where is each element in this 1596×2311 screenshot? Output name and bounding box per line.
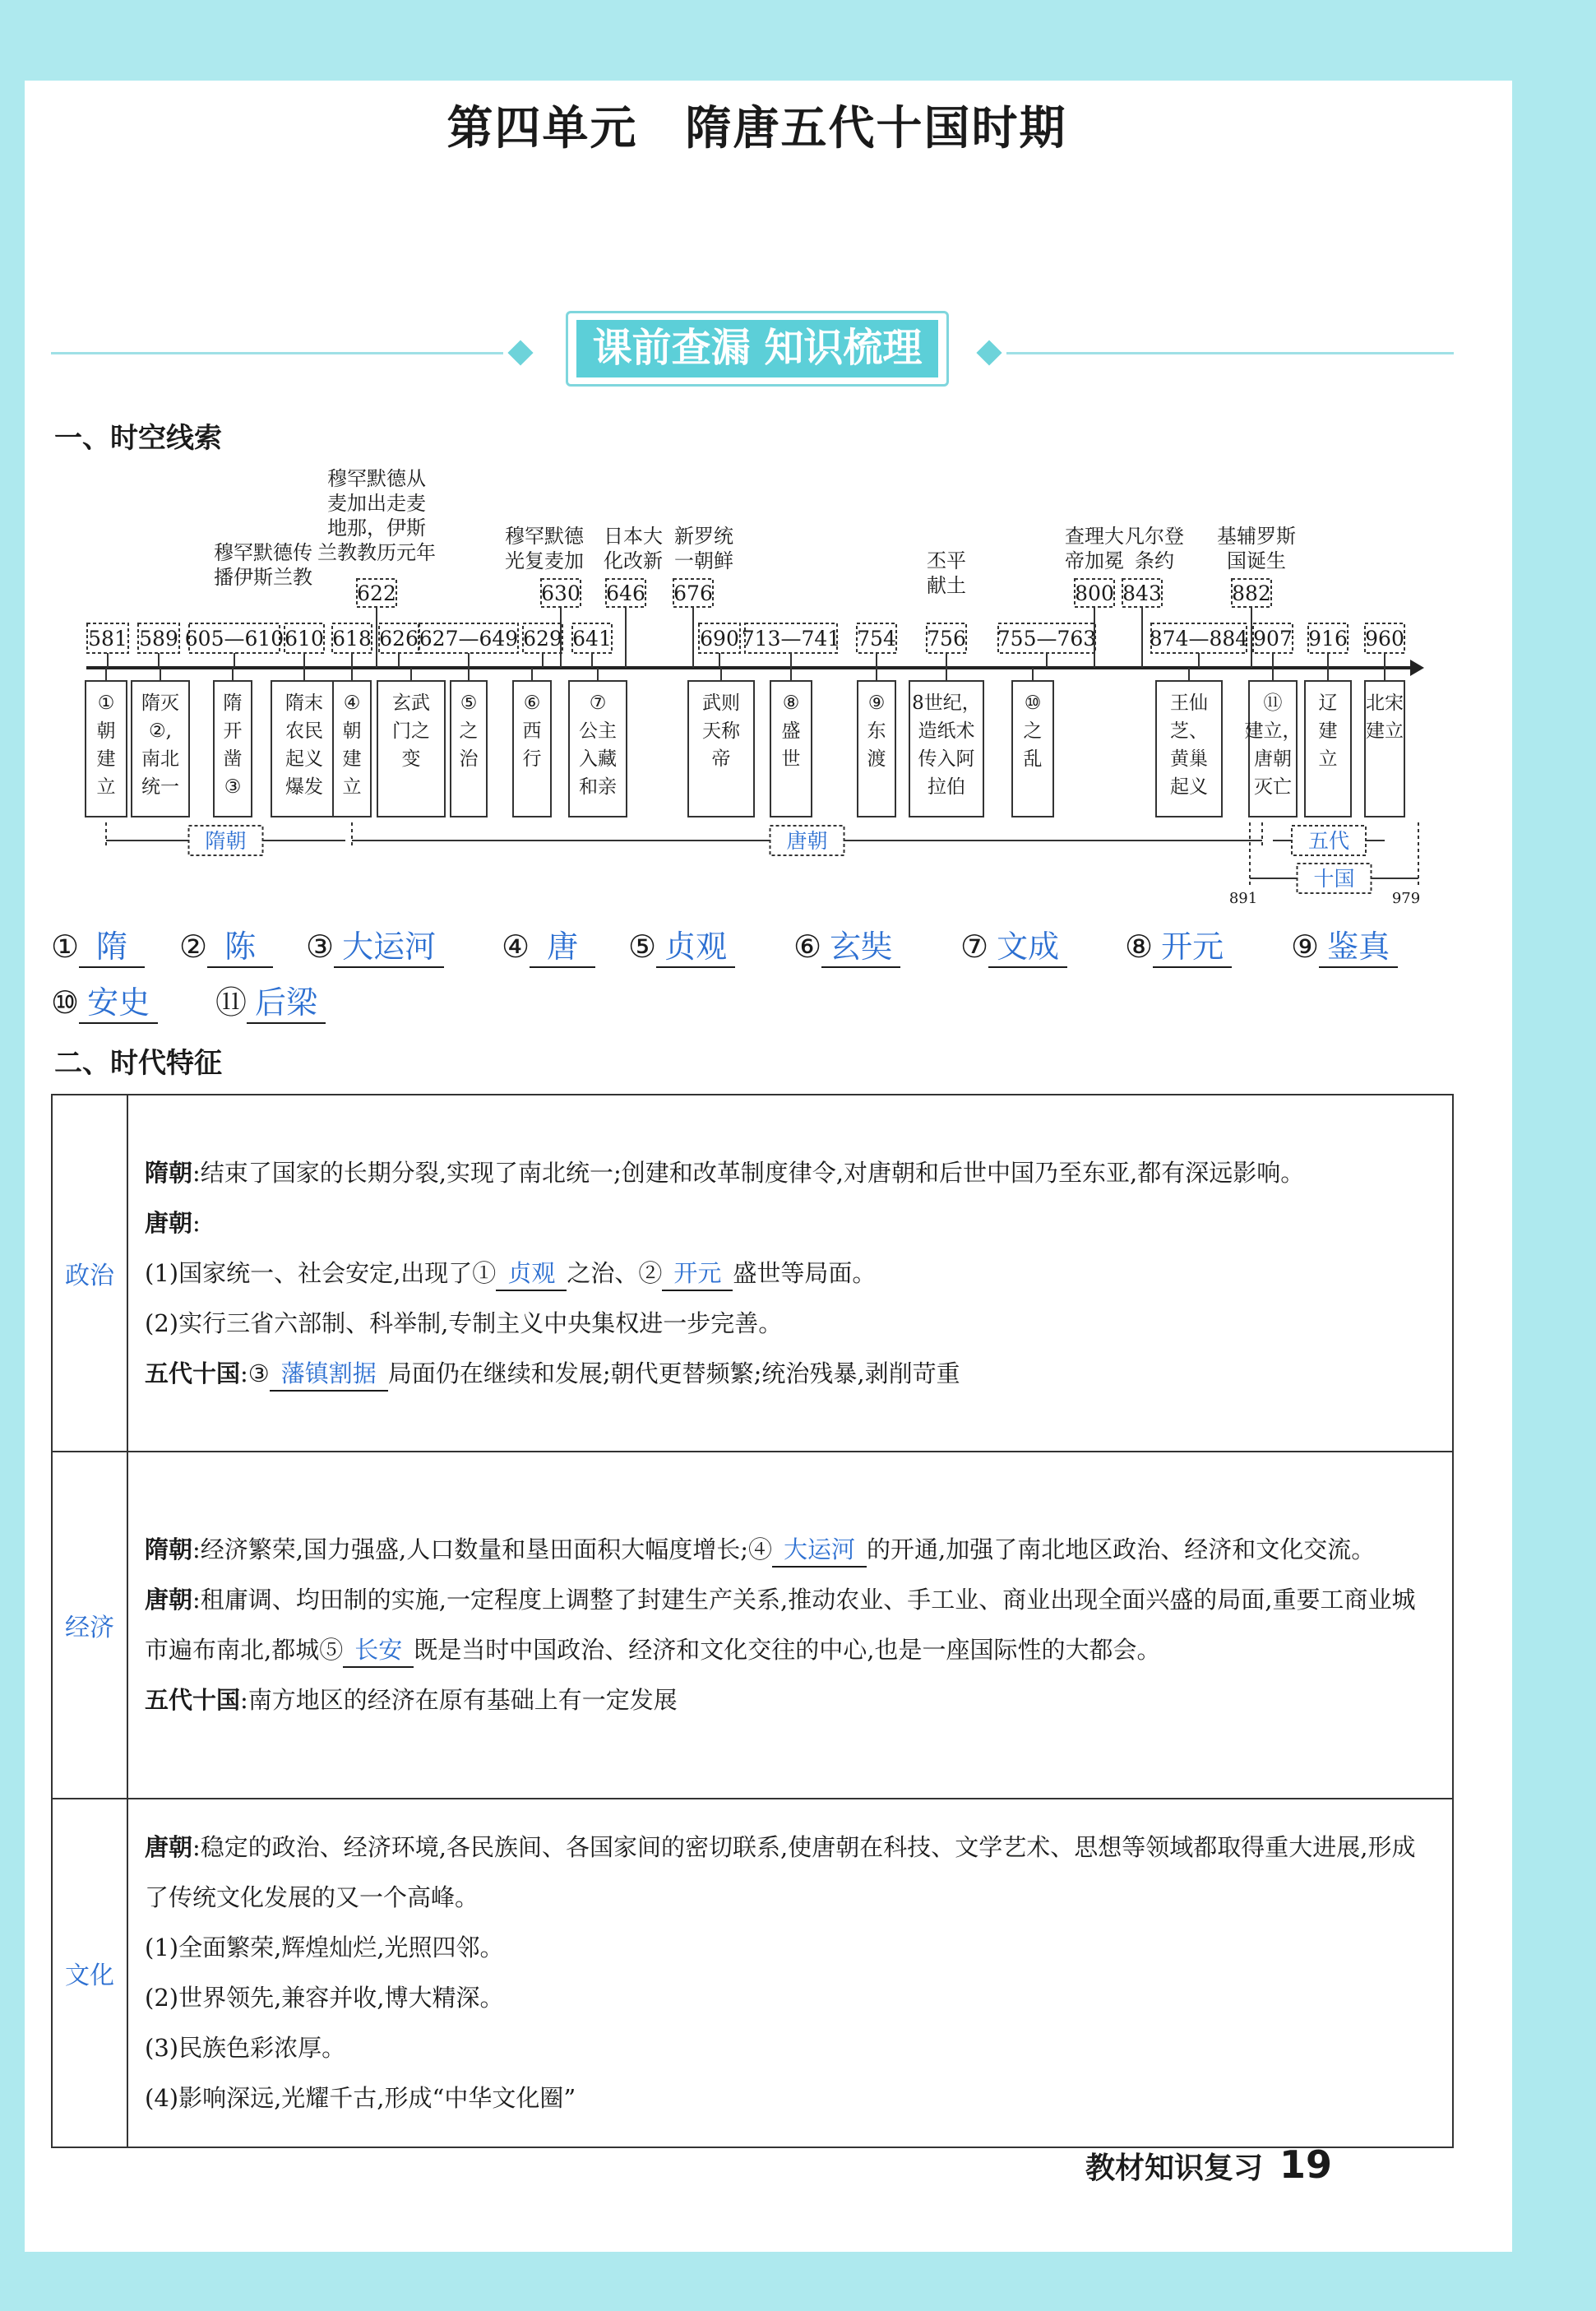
page-number: 19 [1279,2142,1333,2187]
text-span: 既是当时中国政治、经济和文化交往的中心,也是一座国际性的大都会。 [414,1636,1161,1664]
footer-label: 教材知识复习 [1085,2151,1264,2185]
category-economy: 经济 [52,1452,127,1799]
sui-label: 隋朝 [145,1535,193,1563]
period-label: 唐朝 [786,829,828,853]
answer-value: 鉴真 [1319,921,1398,968]
sui-label: 隋朝 [145,1158,193,1187]
period-label: 十国 [1313,867,1355,891]
blank-answer: 长安 [343,1633,414,1668]
text-span: 的开通,加强了南北地区政治、经济和文化交流。 [867,1535,1376,1563]
event-label: 隋开凿 ③ [223,692,243,798]
answer-number: ⑥ [793,929,822,965]
top-note: 基辅罗斯国诞生 [1217,525,1296,572]
year-label: 618 [332,627,372,651]
top-note: 丕平献土 [927,549,966,597]
event-label: 玄武门之变 [392,692,430,770]
period-label: 五代 [1307,829,1350,853]
top-note: 凡尔登条约 [1125,525,1184,572]
answer-item [502,921,595,968]
answer-number: ⑤ [628,929,657,965]
top-note: 穆罕默德从麦加出走麦地那，伊斯兰教教历元年 [317,467,436,564]
politics-content [127,1095,1453,1452]
answer-item [51,921,145,968]
page-frame-bottom [0,2252,1596,2311]
culture-line-3: (3)民族色彩浓厚。 [145,2034,346,2062]
text-span: :租庸调、均田制的实施,一定程度上调整了封建生产关系,推动农业、手工业、商业出现全面兴盛的局面,重要工商业城市遍布南北,都城⑤ [145,1586,1416,1664]
event-label: ⑧ 盛世 [781,692,801,770]
year-label: 690 [700,627,739,651]
event-label: 8世纪，造纸术传入阿拉伯 [912,692,981,798]
year-label: 610 [285,627,324,651]
year-label: 627—649 [419,627,519,651]
answer-item [628,921,735,968]
year-label: 756 [927,627,966,651]
sui-politics-text: :结束了国家的长期分裂,实现了南北统一;创建和改革制度律令,对唐朝和后世中国乃至东亚,都有深远影响。 [192,1158,1305,1187]
year-label: 754 [857,627,896,651]
answer-item [793,921,900,968]
answer-number: ⑧ [1125,929,1154,965]
answer-value: 唐 [530,921,595,968]
answer-item [960,921,1067,968]
answer-number: ⑩ [51,984,80,1021]
top-year-label: 646 [606,581,645,605]
year-label: 589 [139,627,178,651]
year-label: 629 [523,627,562,651]
top-note: 查理大帝加冕 [1065,525,1124,572]
answer-number: ② [179,929,208,965]
answer-number: ④ [502,929,530,965]
answer-item [51,977,158,1024]
top-year-label: 622 [357,581,396,605]
event-label: ④ 朝建立 [342,692,362,798]
text-span: :南方地区的经济在原有基础上有一定发展 [240,1686,678,1714]
top-note: 穆罕默德光复麦加 [505,525,584,572]
period-year: 891 [1228,890,1258,907]
category-culture: 文化 [52,1799,127,2147]
blank-answer: 开元 [662,1257,733,1291]
tang-label: 唐朝 [145,1208,193,1237]
page-footer [1085,2142,1332,2187]
event-label: 辽建立 [1318,692,1338,770]
top-year-label: 882 [1232,581,1271,605]
event-label: 隋灭 ②,南北统一 [141,692,179,798]
blank-answer: 贞观 [496,1257,567,1291]
event-label: ⑥ 西行 [522,692,542,770]
text-span: 之治、② [567,1258,663,1287]
table-row [52,1095,1453,1452]
wudai-label: 五代十国 [145,1686,241,1714]
year-label: 641 [572,627,612,651]
year-label: 713—741 [741,627,841,651]
answer-value: 文成 [988,921,1067,968]
top-year-label: 843 [1122,581,1162,605]
answer-item [215,977,326,1024]
answer-value: 大运河 [334,921,444,968]
event-label: ⑤ 之治 [459,692,479,770]
culture-line-1: (1)全面繁荣,辉煌灿烂,光照四邻。 [145,1934,504,1961]
top-year-label: 630 [541,581,581,605]
table-row [52,1799,1453,2147]
top-year-label: 800 [1075,581,1114,605]
answer-value: 贞观 [656,921,735,968]
year-label: 874—884 [1149,627,1249,651]
answer-item [179,921,273,968]
timeline-diagram [0,0,1596,913]
period-label: 隋朝 [205,829,247,853]
answer-number: ① [51,929,80,965]
unit-title: 第四单元 隋唐五代十国时期 [446,101,1067,155]
event-label: ⑪ 建立，唐朝灭亡 [1244,692,1302,798]
year-label: 626 [379,627,419,651]
year-label: 605—610 [184,627,285,651]
event-label: 北宋建立 [1366,692,1404,742]
year-label: 755—763 [997,627,1097,651]
answer-item [1291,921,1398,968]
answer-item [1125,921,1232,968]
text-span: 局面仍在继续和发展;朝代更替频繁;统治残暴,剥削苛重 [387,1359,960,1387]
event-label: ⑩ 之乱 [1023,692,1043,770]
answer-number: ③ [306,929,335,965]
period-year: 979 [1391,890,1421,907]
year-label: 916 [1308,627,1348,651]
tang-label: 唐朝 [145,1833,193,1861]
top-note: 日本大化改新 [604,525,663,572]
culture-line-2: (2)世界领先,兼容并收,博大精深。 [145,1984,504,2012]
table-row [52,1452,1453,1799]
event-label: ⑦ 公主入藏和亲 [579,692,617,798]
economy-content [127,1452,1453,1799]
section-heading-timeline: 一、时空线索 [54,422,222,455]
text-span: (1)国家统一、社会安定,出现了① [145,1258,497,1287]
event-label: 隋末农民起义爆发 [285,692,323,798]
colon: : [192,1208,201,1237]
wudai-label: 五代十国 [145,1359,241,1387]
text-span: :经济繁荣,国力强盛,人口数量和垦田面积大幅度增长;④ [192,1535,772,1563]
politics-line-2: (2)实行三省六部制、科举制,专制主义中央集权进一步完善。 [145,1308,783,1337]
section-heading-features: 二、时代特征 [54,1047,222,1080]
top-year-label: 676 [673,581,713,605]
event-label: ① 朝建立 [96,692,116,798]
axis-arrow-icon [1410,660,1424,676]
blank-answer: 大运河 [772,1533,867,1568]
banner-text: 课前查漏 知识梳理 [576,320,938,377]
answer-value: 玄奘 [821,921,900,968]
answer-number: ⑦ [960,929,989,965]
year-label: 581 [88,627,127,651]
answer-number: ⑪ [215,984,247,1021]
answer-value: 安史 [79,977,158,1024]
blank-answer: 藩镇割据 [270,1357,388,1392]
answer-number: ⑨ [1291,929,1320,965]
text-span: :③ [240,1359,270,1387]
category-politics: 政治 [52,1095,127,1452]
text-span: :稳定的政治、经济环境,各民族间、各国家间的密切联系,使唐朝在科技、文学艺术、思想等领域都取得重大进展,形成了传统文化发展的又一个高峰。 [145,1833,1416,1911]
culture-line-4: (4)影响深远,光耀千古,形成“中华文化圈” [145,2084,576,2112]
year-label: 907 [1253,627,1293,651]
culture-content [127,1799,1453,2147]
era-features-table [51,1094,1454,2148]
answer-value: 陈 [207,921,273,968]
event-label: 王仙芝、黄巢起义 [1170,692,1208,798]
tang-label: 唐朝 [145,1586,193,1614]
answer-value: 开元 [1153,921,1232,968]
answer-value: 隋 [79,921,145,968]
top-note: 穆罕默德传播伊斯兰教 [214,541,312,589]
answer-item [306,921,444,968]
event-label: 武则天称帝 [702,692,740,770]
event-label: ⑨ 东渡 [867,692,886,770]
text-span: 盛世等局面。 [733,1258,877,1287]
year-label: 960 [1365,627,1404,651]
top-note: 新罗统一朝鲜 [674,525,733,572]
answer-value: 后梁 [247,977,326,1024]
